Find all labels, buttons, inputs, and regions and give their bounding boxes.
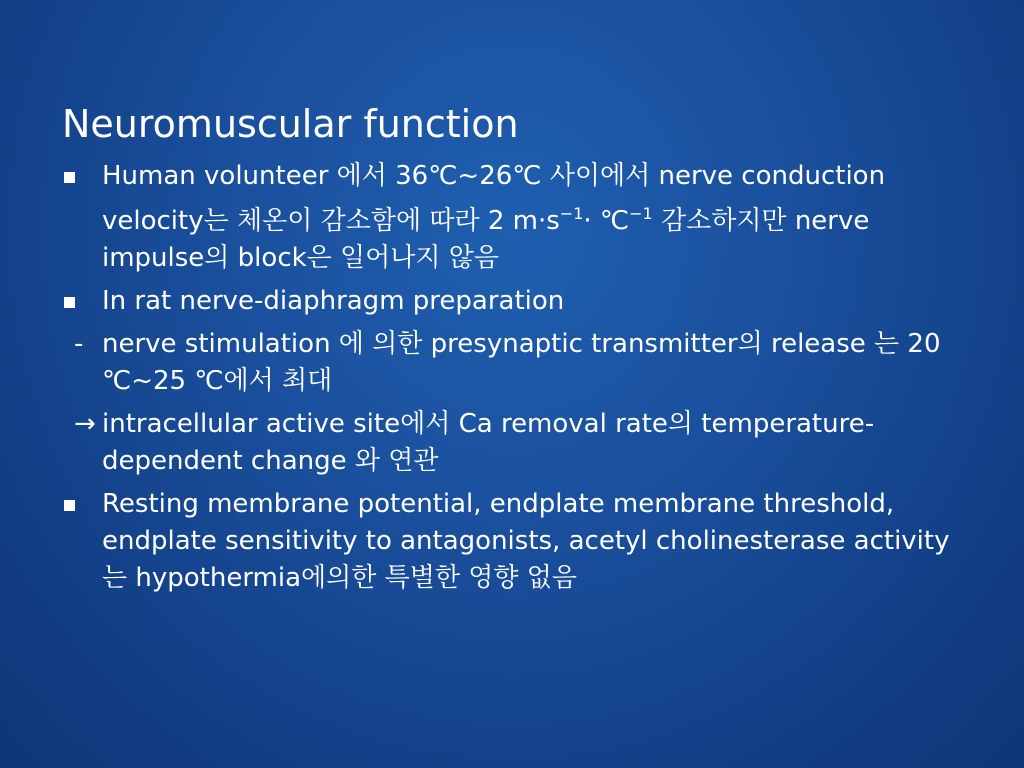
sub-item-stimulation — [62, 326, 962, 400]
square-bullet-icon — [64, 500, 75, 511]
bullet-text-part: Human volunteer 에서 36℃~26℃ 사이에서 nerve conduction velocity는 체온이 감소함에 따라 2 m·s — [102, 161, 886, 236]
bullet-item-rat-preparation — [62, 283, 962, 320]
bullet-text: Resting membrane potential, endplate membrane threshold, endplate sensitivity to antagonists, acetyl cholinesterase activity 는 hypothermia에의한 특별한 영향 없음 — [102, 489, 950, 593]
dash-prefix: - — [74, 329, 84, 359]
sub-item-text: nerve stimulation 에 의한 presynaptic transmitter의 release 는 20 ℃~25 ℃에서 최대 — [102, 329, 941, 396]
square-bullet-icon — [64, 297, 75, 308]
sub-item-text: intracellular active site에서 Ca removal rate의 temperature-dependent change 와 연관 — [102, 409, 875, 476]
slide-body — [62, 158, 962, 603]
square-bullet-icon — [64, 172, 75, 183]
bullet-text-part: · ℃ — [583, 206, 630, 236]
slide-title: Neuromuscular function — [62, 102, 519, 146]
bullet-item-velocity — [62, 158, 962, 277]
bullet-item-resting-potential — [62, 486, 962, 597]
superscript: −1 — [559, 204, 584, 223]
arrow-prefix-icon: → — [74, 409, 96, 439]
bullet-text-part: 감소하지만 nerve impulse의 block은 일어나지 않음 — [102, 206, 870, 273]
sub-item-calcium — [62, 406, 962, 480]
bullet-text: In rat nerve-diaphragm preparation — [102, 286, 565, 316]
superscript: −1 — [629, 204, 653, 223]
